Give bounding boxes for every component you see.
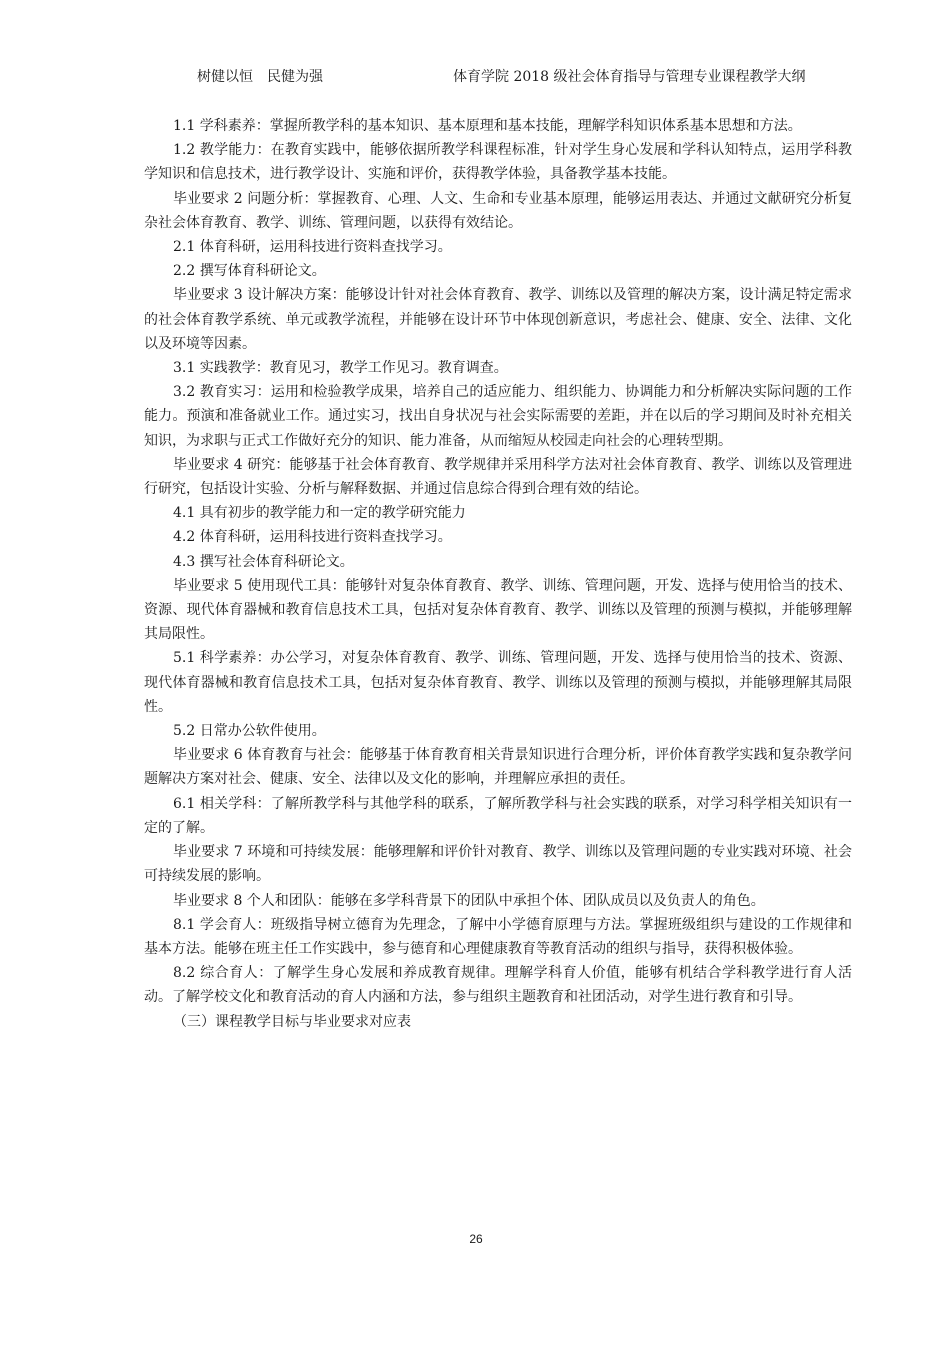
paragraph: 1.1 学科素养：掌握所教学科的基本知识、基本原理和基本技能，理解学科知识体系基本思想和方法。 xyxy=(173,118,802,134)
paragraph: 8.1 学会育人：班级指导树立德育为先理念，了解中小学德育原理与方法。掌握班级组织与建设的工作规律和基本方法。能够在班主任工作实践中，参与德育和心理健康教育等教育活动的组织与指导，获得积极体验。 xyxy=(144,916,852,957)
page-number: 26 xyxy=(469,1232,483,1246)
body-text xyxy=(144,114,852,1034)
paragraph: 毕业要求 6 体育教育与社会：能够基于体育教育相关背景知识进行合理分析，评价体育教学实践和复杂教学问题解决方案对社会、健康、安全、法律以及文化的影响，并理解应承担的责任。 xyxy=(144,747,852,788)
paragraph: 毕业要求 2 问题分析：掌握教育、心理、人文、生命和专业基本原理，能够运用表达、并通过文献研究分析复杂社会体育教育、教学、训练、管理问题，以获得有效结论。 xyxy=(144,190,852,231)
paragraph: 2.2 撰写体育科研论文。 xyxy=(173,263,326,280)
paragraph: 2.1 体育科研，运用科技进行资料查找学习。 xyxy=(173,239,452,256)
paragraph: 毕业要求 5 使用现代工具：能够针对复杂体育教育、教学、训练、管理问题，开发、选择与使用恰当的技术、资源、现代体育器械和教育信息技术工具，包括对复杂体育教育、教学、训练以及管理的预测与模拟，并能够理解其局限性。 xyxy=(144,577,852,643)
paragraph: 1.2 教学能力：在教育实践中，能够依据所教学科课程标准，针对学生身心发展和学科认知特点，运用学科教学知识和信息技术，进行教学设计、实施和评价，获得教学体验，具备教学基本技能。 xyxy=(144,142,852,183)
paragraph: 3.2 教育实习：运用和检验教学成果，培养自己的适应能力、组织能力、协调能力和分析解决实际问题的工作能力。预演和准备就业工作。通过实习，找出自身状况与社会实际需要的差距，并在以后的学习期间及时补充相关知识，为求职与正式工作做好充分的知识、能力准备，从而缩短从校园走向社会的心理转型期。 xyxy=(144,384,852,449)
paragraph: 3.1 实践教学：教育见习，教学工作见习。教育调查。 xyxy=(173,360,508,377)
paragraph: 4.2 体育科研，运用科技进行资料查找学习。 xyxy=(173,529,452,546)
section-heading: （三）课程教学目标与毕业要求对应表 xyxy=(173,1013,411,1030)
paragraph: 8.2 综合育人：了解学生身心发展和养成教育规律。理解学科育人价值，能够有机结合学科教学进行育人活动。了解学校文化和教育活动的育人内涵和方法，参与组织主题教育和社团活动，对学生进行教育和引导。 xyxy=(144,965,852,1006)
paragraph: 4.3 撰写社会体育科研论文。 xyxy=(173,553,354,570)
paragraph: 毕业要求 4 研究：能够基于社会体育教育、教学规律并采用科学方法对社会体育教育、教学、训练以及管理进行研究，包括设计实验、分析与解释数据、并通过信息综合得到合理有效的结论。 xyxy=(144,456,852,498)
paragraph: 4.1 具有初步的教学能力和一定的教学研究能力 xyxy=(173,505,466,522)
paragraph: 5.2 日常办公软件使用。 xyxy=(173,723,326,740)
paragraph: 毕业要求 8 个人和团队：能够在多学科背景下的团队中承担个体、团队成员以及负责人的角色。 xyxy=(173,892,765,909)
page-header xyxy=(0,60,952,90)
paragraph: 毕业要求 3 设计解决方案：能够设计针对社会体育教育、教学、训练以及管理的解决方案，设计满足特定需求的社会体育教学系统、单元或教学流程，并能够在设计环节中体现创新意识，考虑社会、健康、安全、法律、文化以及环境等因素。 xyxy=(144,287,852,352)
paragraph: 6.1 相关学科：了解所教学科与其他学科的联系，了解所教学科与社会实践的联系，对学习科学相关知识有一定的了解。 xyxy=(144,795,852,836)
paragraph: 5.1 科学素养：办公学习，对复杂体育教育、教学、训练、管理问题，开发、选择与使用恰当的技术、资源、现代体育器械和教育信息技术工具，包括对复杂体育教育、教学、训练以及管理的预测与模拟，并能够理解其局限性。 xyxy=(144,650,852,715)
header-document-title: 体育学院 2018 级社会体育指导与管理专业课程教学大纲 xyxy=(453,69,806,85)
header-motto: 树健以恒 民健为强 xyxy=(197,69,323,85)
paragraph: 毕业要求 7 环境和可持续发展：能够理解和评价针对教育、教学、训练以及管理问题的专业实践对环境、社会可持续发展的影响。 xyxy=(144,844,852,885)
